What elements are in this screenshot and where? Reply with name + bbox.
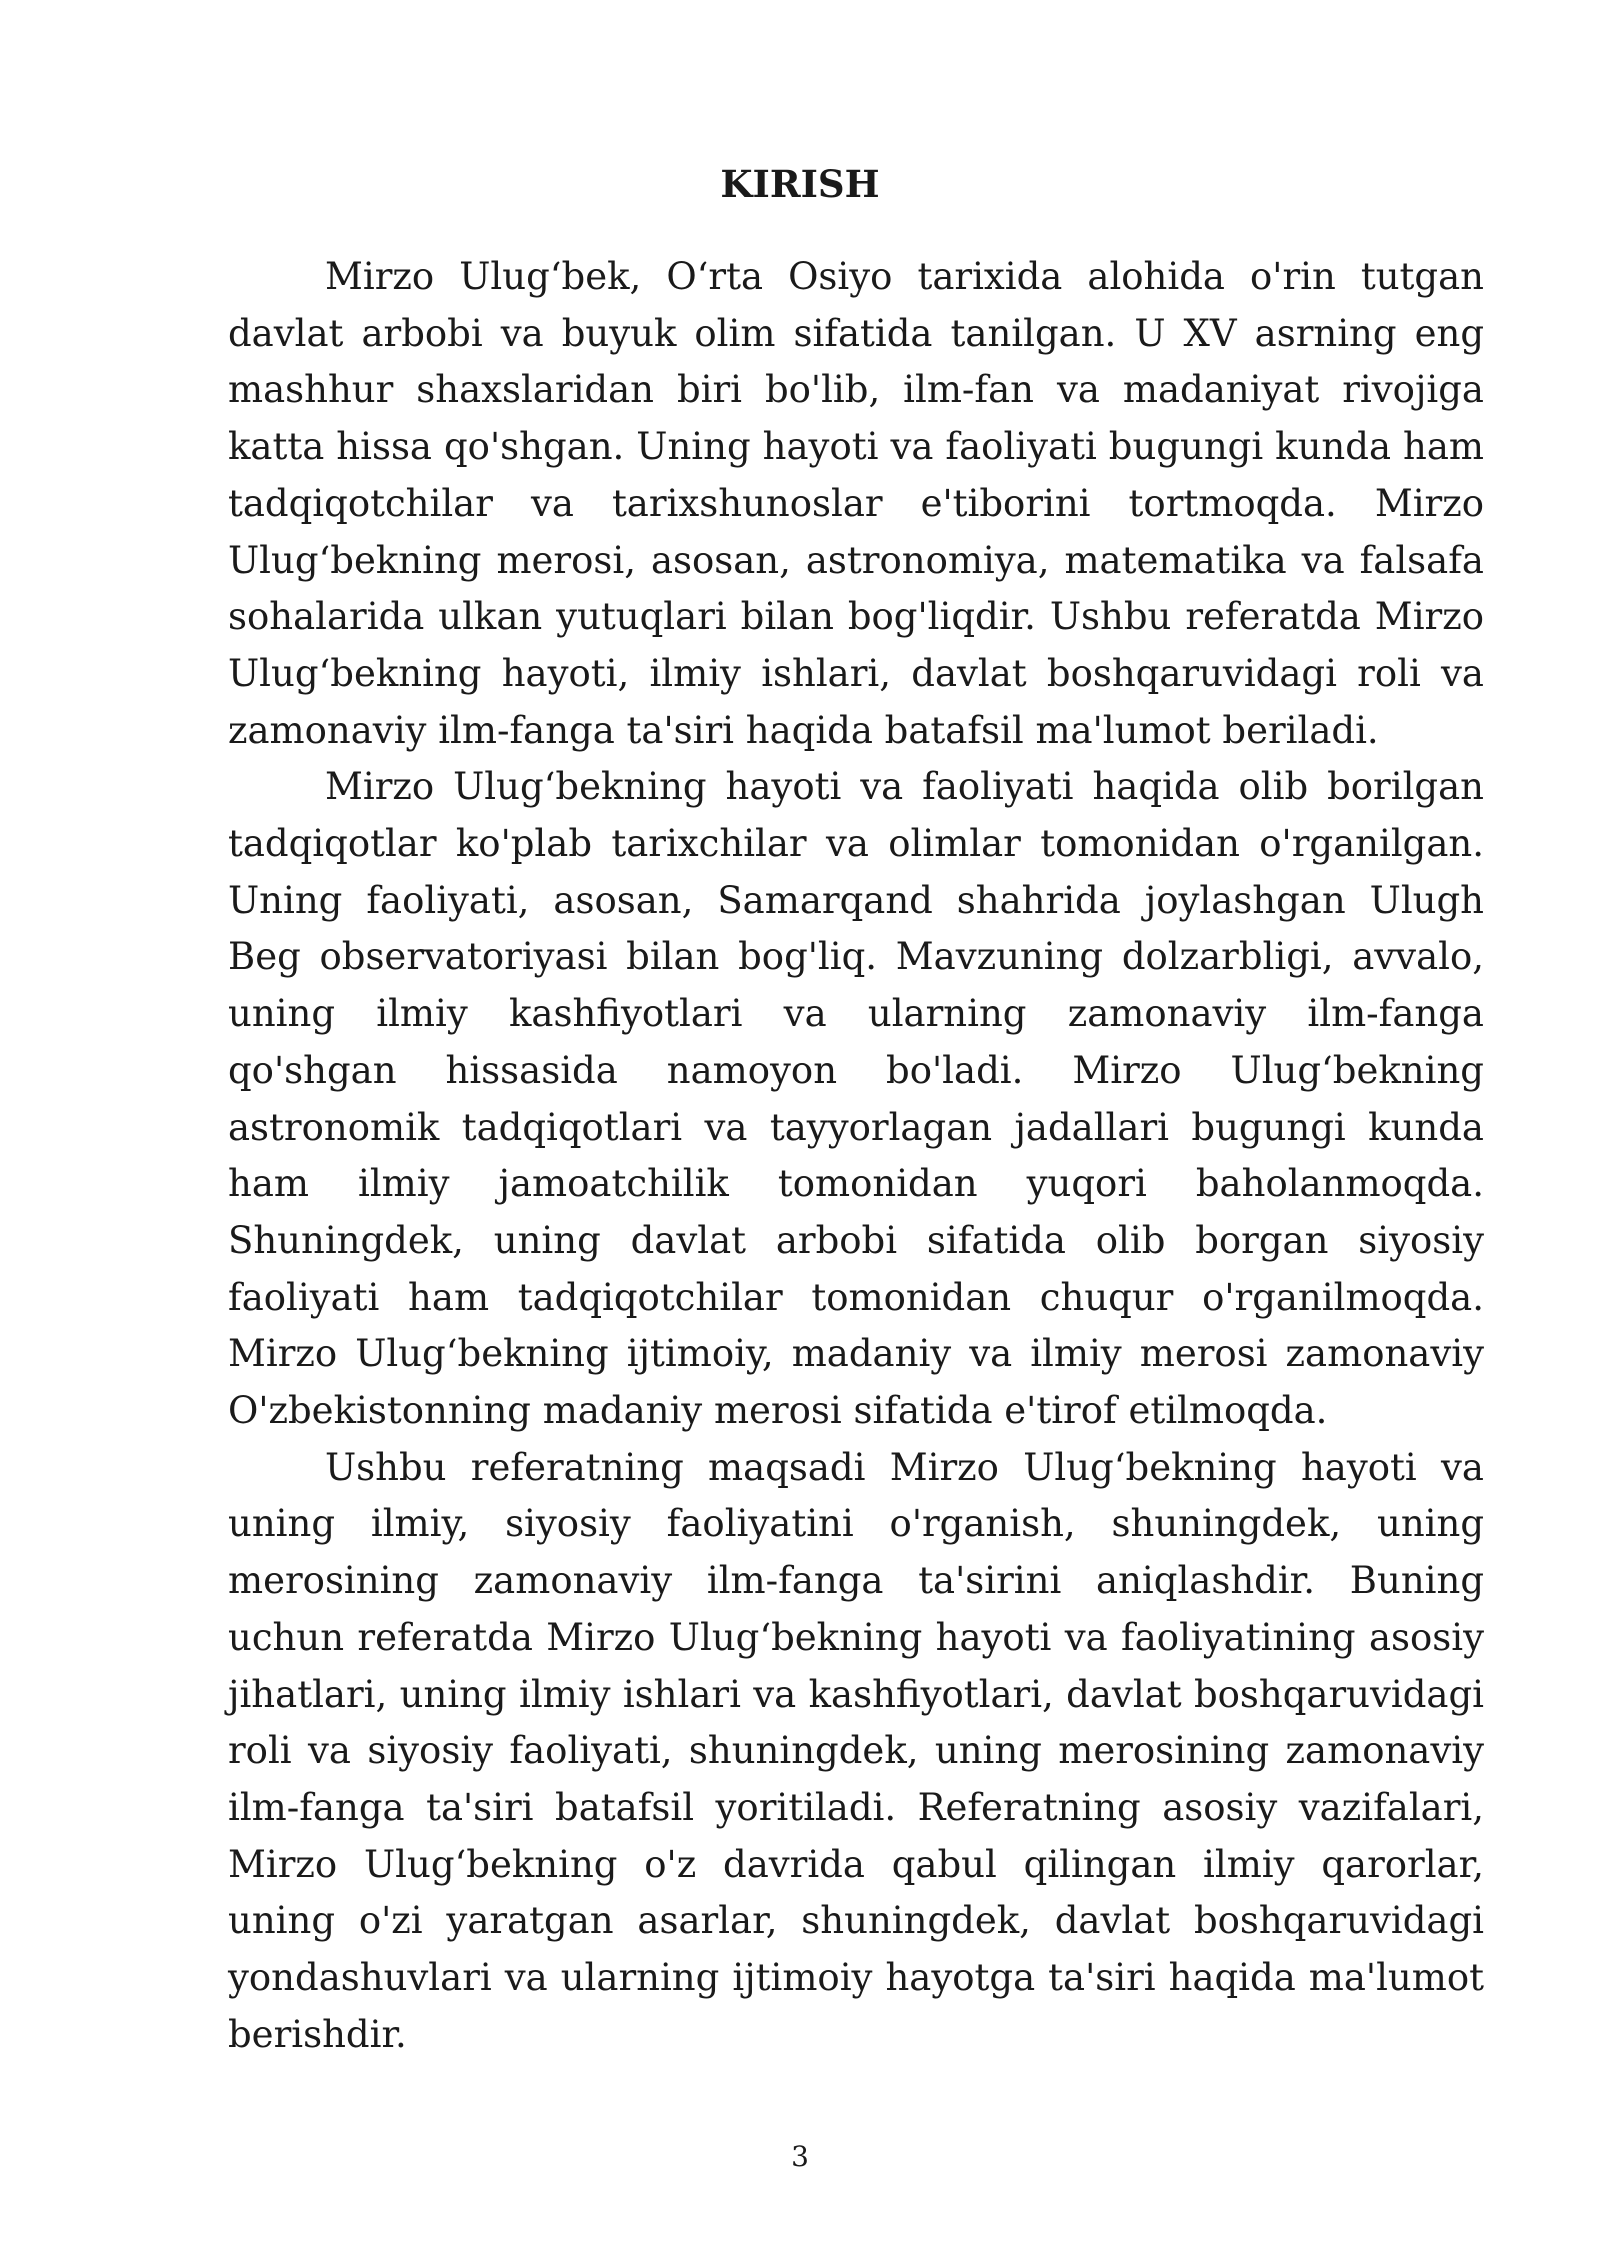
page-title: KIRISH	[720, 162, 880, 206]
paragraph-2: Mirzo Ulug‘bekning hayoti va faoliyati haqida olib borilgan tadqiqotlar ko'plab tarixchilar va olimlar tomonidan o'rganilgan. Uning faoliyati, asosan, Samarqand shahrida joylashgan Ulugh Beg observatoriyasi bilan bog'liq. Mavzuning dolzarbligi, avvalo, uning ilmiy kashfiyotlari va ularning zamonaviy ilm-fanga qo'shgan hissasida namoyon bo'ladi. Mirzo Ulug‘bekning astronomik tadqiqotlari va tayyorlagan jadallari bugungi kunda ham ilmiy jamoatchilik tomonidan yuqori baholanmoqda. Shuningdek, uning davlat arbobi sifatida olib borgan siyosiy faoliyati ham tadqiqotchilar tomonidan chuqur o'rganilmoqda. Mirzo Ulug‘bekning ijtimoiy, madaniy va ilmiy merosi zamonaviy O'zbekistonning madaniy merosi sifatida e'tirof etilmoqda.	[228, 765, 1484, 1433]
page-number: 3	[791, 2140, 809, 2173]
paragraph-1: Mirzo Ulug‘bek, O‘rta Osiyo tarixida alohida o'rin tutgan davlat arbobi va buyuk olim sifatida tanilgan. U XV asrning eng mashhur shaxslaridan biri bo'lib, ilm-fan va madaniyat rivojiga katta hissa qo'shgan. Uning hayoti va faoliyati bugungi kunda ham tadqiqotchilar va tarixshunoslar e'tiborini tortmoqda. Mirzo Ulug‘bekning merosi, asosan, astronomiya, matematika va falsafa sohalarida ulkan yutuqlari bilan bog'liqdir. Ushbu referatda Mirzo Ulug‘bekning hayoti, ilmiy ishlari, davlat boshqaruvidagi roli va zamonaviy ilm-fanga ta'siri haqida batafsil ma'lumot beriladi.	[228, 255, 1484, 752]
paragraph-3: Ushbu referatning maqsadi Mirzo Ulug‘bekning hayoti va uning ilmiy, siyosiy faoliyatini o'rganish, shuningdek, uning merosining zamonaviy ilm-fanga ta'sirini aniqlashdir. Buning uchun referatda Mirzo Ulug‘bekning hayoti va faoliyatining asosiy jihatlari, uning ilmiy ishlari va kashfiyotlari, davlat boshqaruvidagi roli va siyosiy faoliyati, shuningdek, uning merosining zamonaviy ilm-fanga ta'siri batafsil yoritiladi. Referatning asosiy vazifalari, Mirzo Ulug‘bekning o'z davrida qabul qilingan ilmiy qarorlar, uning o'zi yaratgan asarlar, shuningdek, davlat boshqaruvidagi yondashuvlari va ularning ijtimoiy hayotga ta'siri haqida ma'lumot berishdir.	[228, 1445, 1484, 2056]
document-body	[228, 249, 1484, 2064]
